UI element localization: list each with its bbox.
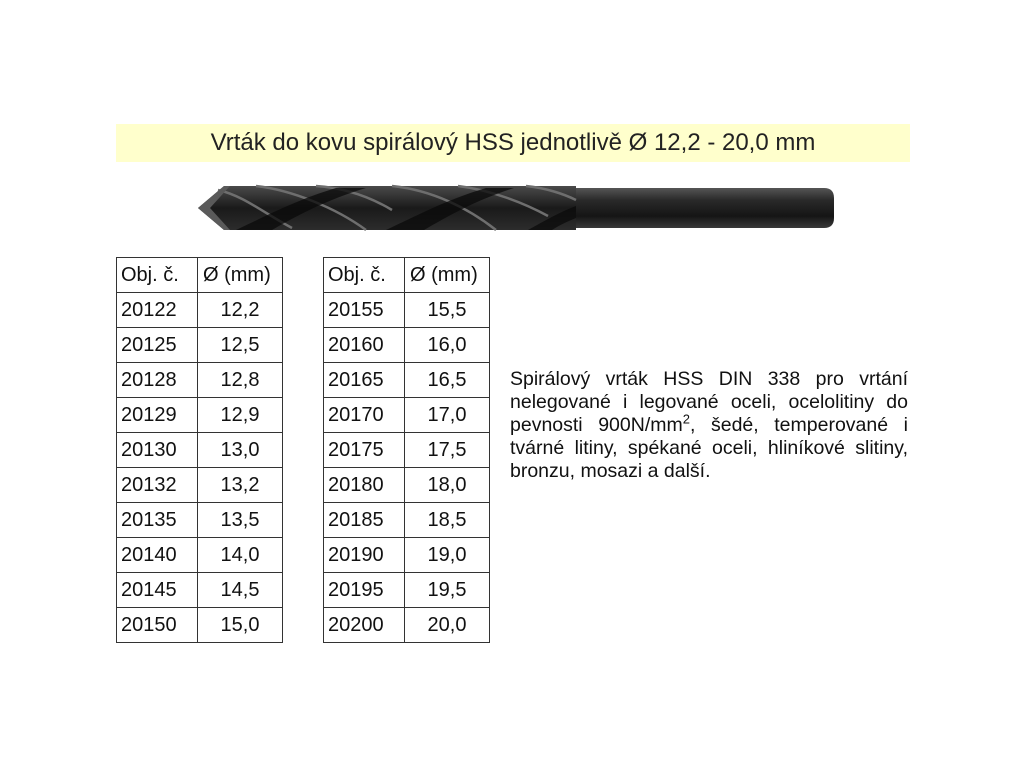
diameter-cell: 15,0 [198, 608, 283, 643]
table-row [117, 328, 283, 363]
diameter-cell: 12,9 [198, 398, 283, 433]
table-row [324, 608, 490, 643]
description-text-continued: , šedé, temperované i tvárné litiny, spékané oceli, hliníkové slitiny, bronzu, mosazi a další. [510, 413, 908, 482]
size-table-right [323, 257, 490, 643]
order-number-cell: 20130 [117, 433, 198, 468]
drill-bit-image [196, 176, 836, 240]
diameter-cell: 17,5 [405, 433, 490, 468]
table-row [117, 468, 283, 503]
order-number-cell: 20150 [117, 608, 198, 643]
table-row [324, 573, 490, 608]
table-row [117, 538, 283, 573]
table-row [324, 398, 490, 433]
order-number-cell: 20190 [324, 538, 405, 573]
column-header-order-number: Obj. č. [324, 258, 405, 293]
table-header-row [117, 258, 283, 293]
diameter-cell: 19,0 [405, 538, 490, 573]
table-header-row [324, 258, 490, 293]
table-row [117, 503, 283, 538]
title-banner [116, 124, 910, 162]
table-row [117, 363, 283, 398]
order-number-cell: 20200 [324, 608, 405, 643]
table-row [324, 503, 490, 538]
diameter-cell: 12,2 [198, 293, 283, 328]
diameter-cell: 20,0 [405, 608, 490, 643]
drill-shank [568, 188, 834, 228]
table-row [117, 398, 283, 433]
order-number-cell: 20129 [117, 398, 198, 433]
table-row [117, 433, 283, 468]
table-row [324, 433, 490, 468]
order-number-cell: 20122 [117, 293, 198, 328]
table-row [117, 608, 283, 643]
table-row [324, 363, 490, 398]
column-header-diameter: Ø (mm) [198, 258, 283, 293]
diameter-cell: 16,5 [405, 363, 490, 398]
order-number-cell: 20175 [324, 433, 405, 468]
product-description [510, 368, 908, 483]
diameter-cell: 14,0 [198, 538, 283, 573]
diameter-cell: 17,0 [405, 398, 490, 433]
column-header-order-number: Obj. č. [117, 258, 198, 293]
table-row [324, 538, 490, 573]
diameter-cell: 16,0 [405, 328, 490, 363]
table-row [324, 328, 490, 363]
table-row [324, 468, 490, 503]
diameter-cell: 12,5 [198, 328, 283, 363]
order-number-cell: 20125 [117, 328, 198, 363]
order-number-cell: 20165 [324, 363, 405, 398]
diameter-cell: 13,5 [198, 503, 283, 538]
diameter-cell: 14,5 [198, 573, 283, 608]
size-table-left [116, 257, 283, 643]
diameter-cell: 13,0 [198, 433, 283, 468]
order-number-cell: 20140 [117, 538, 198, 573]
description-text: Spirálový vrták HSS DIN 338 pro vrtání nelegované i legované oceli, ocelolitiny do pevnosti 900N/mm [510, 367, 908, 436]
diameter-cell: 18,0 [405, 468, 490, 503]
order-number-cell: 20132 [117, 468, 198, 503]
diameter-cell: 12,8 [198, 363, 283, 398]
table-row [117, 573, 283, 608]
page-title: Vrták do kovu spirálový HSS jednotlivě Ø 12,2 - 20,0 mm [210, 129, 816, 156]
order-number-cell: 20170 [324, 398, 405, 433]
order-number-cell: 20160 [324, 328, 405, 363]
column-header-diameter: Ø (mm) [405, 258, 490, 293]
order-number-cell: 20155 [324, 293, 405, 328]
diameter-cell: 15,5 [405, 293, 490, 328]
order-number-cell: 20180 [324, 468, 405, 503]
diameter-cell: 19,5 [405, 573, 490, 608]
order-number-cell: 20128 [117, 363, 198, 398]
order-number-cell: 20145 [117, 573, 198, 608]
diameter-cell: 18,5 [405, 503, 490, 538]
order-number-cell: 20195 [324, 573, 405, 608]
superscript-two: 2 [682, 411, 690, 426]
diameter-cell: 13,2 [198, 468, 283, 503]
table-row [117, 293, 283, 328]
order-number-cell: 20135 [117, 503, 198, 538]
table-row [324, 293, 490, 328]
order-number-cell: 20185 [324, 503, 405, 538]
